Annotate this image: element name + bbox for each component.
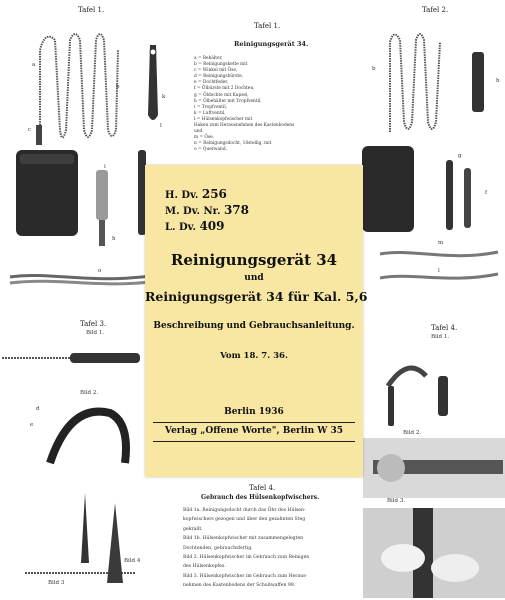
label-f: f xyxy=(485,190,488,196)
label-l: l xyxy=(438,268,440,274)
label-a: a xyxy=(32,62,36,68)
legend-line: a = Behälter, xyxy=(194,56,223,61)
tafel4-plate xyxy=(363,318,505,600)
tafel3-bild4: Bild 4 xyxy=(124,558,141,564)
code-prefix: H. Dv. xyxy=(165,190,199,201)
label-i: i xyxy=(104,164,106,170)
cover-date: Vom 18. 7. 36. xyxy=(220,351,288,361)
legend-line: o = Querwand. xyxy=(194,147,227,153)
label-b: b xyxy=(372,66,376,72)
legend-line: c = Winkel mit Öse, xyxy=(194,68,238,74)
chain-with-brush-illustration xyxy=(0,348,145,368)
tafel4-bild3: Bild 3. xyxy=(387,498,406,504)
code-prefix: L. Dv. xyxy=(165,222,196,233)
usage-lines xyxy=(183,506,309,591)
tafel1-center-plate xyxy=(178,0,348,170)
code-number: 378 xyxy=(223,203,249,217)
label-l: l xyxy=(160,123,162,129)
usage-line: nehmen des Kastenbodens der Schußwaffen 98. xyxy=(183,583,296,589)
tafel1-center-subtitle: Reinigungsgerät 34. xyxy=(234,40,309,48)
hands-using-wiper-photo xyxy=(363,508,505,598)
legend-line: g = Öldochte mit Kapsel, xyxy=(194,92,249,98)
label-o: o xyxy=(98,268,102,274)
code-h-dv xyxy=(165,187,227,201)
legend-line: d = Reinigungsbürste, xyxy=(194,74,244,80)
code-m-dv xyxy=(165,203,249,217)
usage-line: gekrallt. xyxy=(183,526,203,532)
legend-line: l = Hülsenkopfwischer mit xyxy=(194,116,253,122)
label-e: e xyxy=(30,422,34,428)
usage-line: Bild 2. Hülsenkopfwischer im Gebrauch zum Reinigen xyxy=(183,555,310,561)
usage-line: Dochtenden, gebrauchsfertig. xyxy=(183,545,253,551)
code-number: 409 xyxy=(199,219,225,233)
tafel3-bild1: Bild 1. xyxy=(86,330,105,336)
legend-line: e = Dochtfeder, xyxy=(194,80,229,86)
manual-cover xyxy=(145,165,368,477)
oil-bottle-illustration xyxy=(92,170,112,250)
cover-title-2: Reinigungsgerät 34 für Kal. 5,6 xyxy=(145,289,368,304)
container-box-illustration xyxy=(362,146,422,236)
legend-line: und xyxy=(194,129,203,135)
tafel3-plate xyxy=(0,318,145,600)
parts-legend xyxy=(194,56,294,154)
code-l-dv xyxy=(165,219,225,233)
usage-line: Bild 1a. Reinigungsdocht durch das Öhr des Hülsen- xyxy=(183,508,306,513)
usage-line: Bild 1b. Hülsenkopfwischer mit zusammengelegten xyxy=(183,536,304,542)
publisher-rule-bottom xyxy=(153,441,355,442)
cover-place-year: Berlin 1936 xyxy=(224,407,284,417)
container-box-illustration xyxy=(16,150,86,240)
brush-illustration xyxy=(442,160,482,250)
usage-line: kopfwischers gezogen und über den gezahnten Steg xyxy=(183,517,306,523)
tafel3-bild2: Bild 2. xyxy=(80,390,99,396)
cover-title-1: Reinigungsgerät 34 xyxy=(170,251,338,269)
usage-text-plate xyxy=(175,478,361,600)
label-c: c xyxy=(28,127,32,133)
rifle-receiver-photo xyxy=(363,438,505,498)
cleaning-chain-illustration xyxy=(0,20,170,170)
legend-line: f = Ölbürste mit 2 Dochten, xyxy=(194,86,255,92)
label-m: m xyxy=(438,240,444,246)
tafel4-bild1: Bild 1. xyxy=(431,334,450,340)
cover-description: Beschreibung und Gebrauchsanleitung. xyxy=(153,321,355,331)
wick-strands-illustration xyxy=(380,244,500,294)
legend-line: n = Reinigungsdocht, 18stellig, mit xyxy=(194,141,272,147)
tafel1-center-title: Tafel 1. xyxy=(254,22,281,30)
label-b: b xyxy=(116,84,120,90)
legend-line: m = Öse, xyxy=(194,135,215,141)
tafel4-bild2: Bild 2. xyxy=(403,430,422,436)
wick-bundle-illustration xyxy=(15,493,135,593)
legend-line: Haken zum Herausnehmen des Kastenbodens xyxy=(194,123,295,129)
legend-line: k = Luftventil, xyxy=(194,110,226,116)
cleaning-chain-illustration xyxy=(360,22,500,152)
legend-line: b = Reinigungskette mit xyxy=(194,62,248,68)
label-h: h xyxy=(112,236,116,242)
usage-line: des Hülsenkopfes. xyxy=(183,564,226,570)
legend-line: h = Ölbehälter mit Tropfventil, xyxy=(194,98,262,104)
label-d: d xyxy=(36,406,40,412)
label-k: k xyxy=(162,94,166,100)
code-number: 256 xyxy=(201,187,227,201)
tafel1-left-title: Tafel 1. xyxy=(78,6,105,14)
cover-und: und xyxy=(244,273,264,283)
tafel2-title: Tafel 2. xyxy=(422,6,449,14)
tafel2-plate xyxy=(350,0,505,300)
tafel4-title: Tafel 4. xyxy=(431,324,458,332)
tafel3-bild3: Bild 3 xyxy=(48,580,65,586)
usage-line: Bild 3. Hülsenkopfwischer im Gebrauch zum Heraus- xyxy=(183,573,308,579)
wick-strands-illustration xyxy=(10,265,160,295)
usage-heading: Gebrauch des Hülsenkopfwischers. xyxy=(201,494,320,501)
wiper-tools-illustration xyxy=(368,346,498,426)
legend-line: i = Tropfventil, xyxy=(194,104,228,110)
usage-title: Tafel 4. xyxy=(249,484,276,492)
cover-publisher: Verlag „Offene Worte", Berlin W 35 xyxy=(164,426,344,436)
label-h: h xyxy=(496,78,500,84)
tafel3-title: Tafel 3. xyxy=(80,320,107,328)
code-prefix: M. Dv. Nr. xyxy=(165,206,221,217)
wiper-wick-illustration xyxy=(40,403,140,483)
publisher-rule-top xyxy=(153,422,355,423)
label-g: g xyxy=(458,153,462,159)
